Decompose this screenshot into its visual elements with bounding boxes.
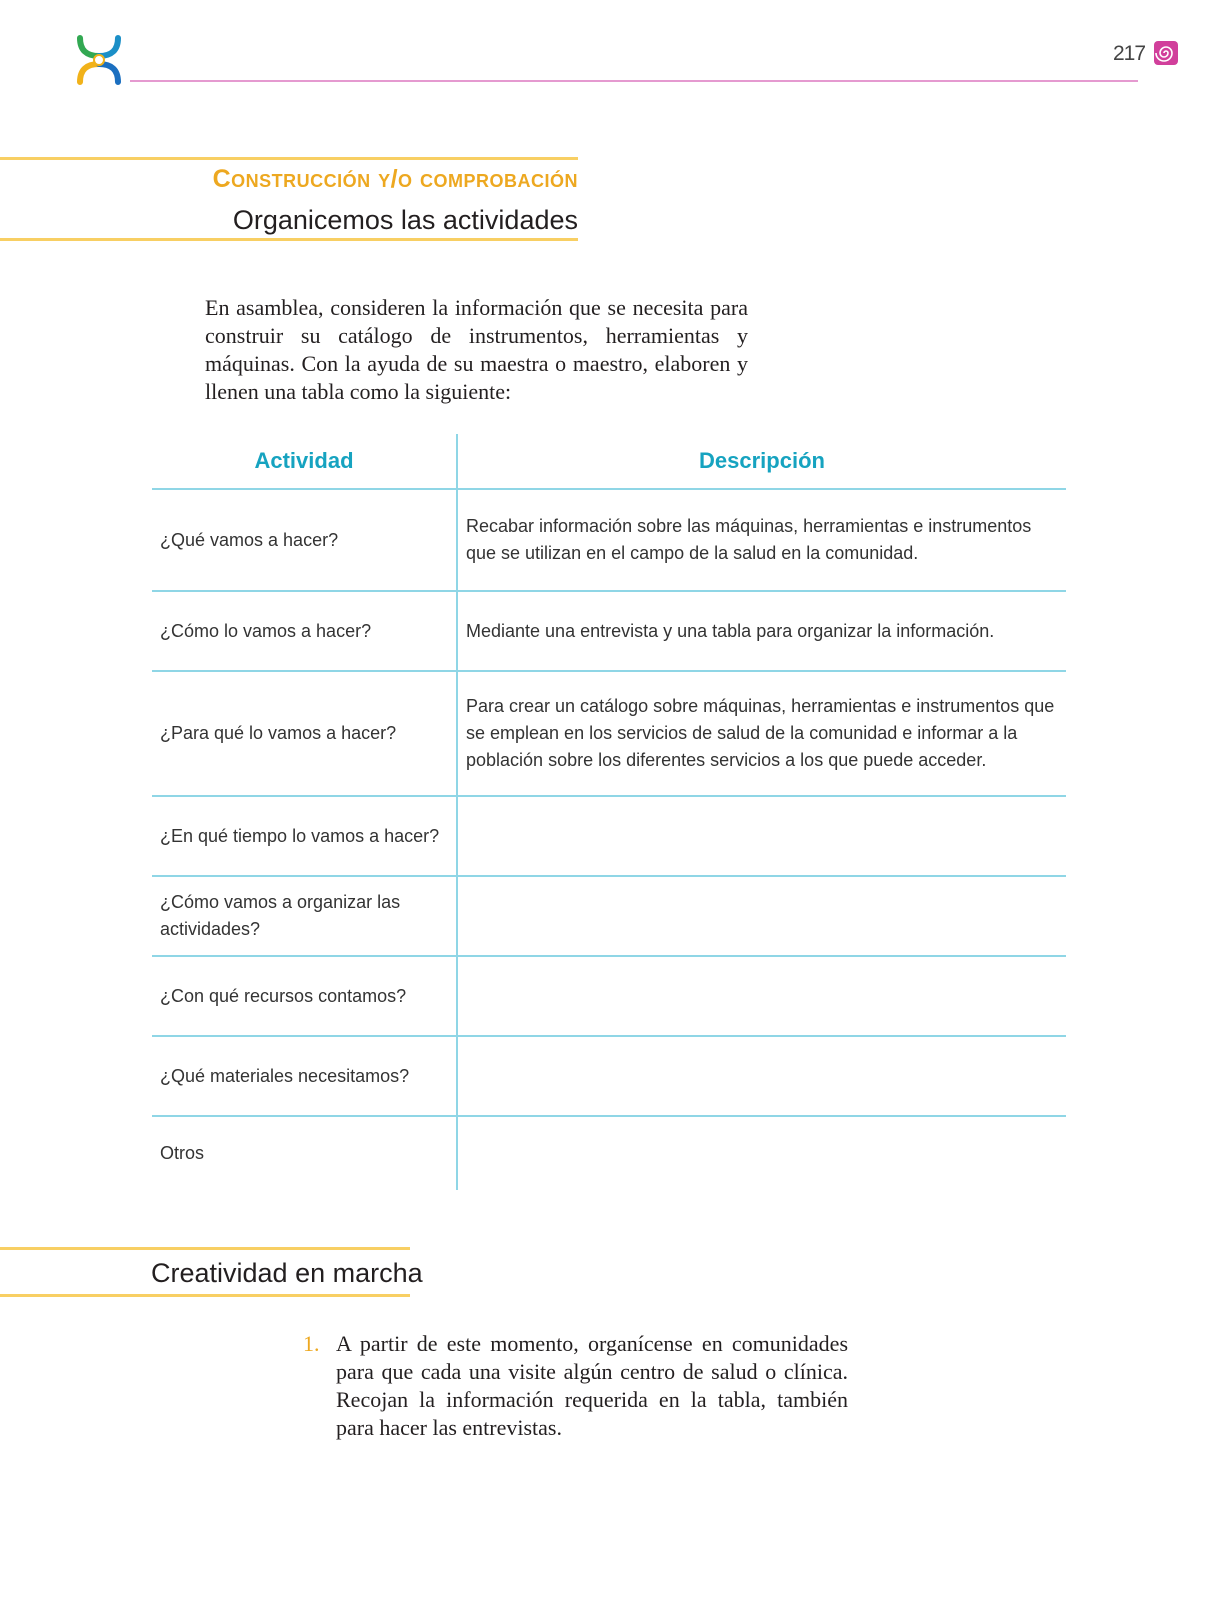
activity-cell: ¿Con qué recursos contamos? xyxy=(152,956,457,1036)
header-actividad: Actividad xyxy=(152,434,457,489)
activities-table xyxy=(152,434,1066,1190)
activity-cell: ¿En qué tiempo lo vamos a hacer? xyxy=(152,796,457,876)
activity-cell: ¿Cómo lo vamos a hacer? xyxy=(152,591,457,671)
section-title: Organicemos las actividades xyxy=(232,205,578,235)
spiral-ornament-icon xyxy=(1153,40,1179,66)
description-cell: Recabar información sobre las máquinas, herramientas e instrumentos que se utilizan en el campo de la salud en la comunidad. xyxy=(457,489,1066,591)
curriculum-logo-icon xyxy=(74,34,124,86)
step-text: A partir de este momento, organícense en comunidades para que cada una visite algún centro de salud o clínica. Recojan la información requerida en la tabla, también para hacer las entrevistas. xyxy=(336,1331,848,1440)
header-descripcion: Descripción xyxy=(699,448,825,473)
numbered-step xyxy=(303,1330,848,1442)
activity-cell: ¿Qué materiales necesitamos? xyxy=(152,1036,457,1116)
page-number: 217 xyxy=(1113,42,1146,65)
description-cell xyxy=(457,1036,1066,1116)
description-cell xyxy=(457,876,1066,956)
section2-bottom-rule xyxy=(0,1294,410,1297)
table-row xyxy=(152,1116,1066,1190)
section-top-rule xyxy=(0,157,578,160)
description-cell: Para crear un catálogo sobre máquinas, herramientas e instrumentos que se emplean en los servicios de salud de la comunidad e informar a la población sobre los diferentes servicios a los que puede acceder. xyxy=(457,671,1066,796)
section-kicker: Construcción y/o comprobación xyxy=(212,165,578,193)
description-cell xyxy=(457,796,1066,876)
step-number: 1. xyxy=(303,1331,320,1356)
table-row xyxy=(152,796,1066,876)
section-bottom-rule xyxy=(0,238,578,241)
table-row xyxy=(152,876,1066,956)
description-cell: Mediante una entrevista y una tabla para organizar la información. xyxy=(457,591,1066,671)
table-row xyxy=(152,591,1066,671)
description-cell xyxy=(457,956,1066,1036)
section2-top-rule xyxy=(0,1247,410,1250)
section2-title: Creatividad en marcha xyxy=(151,1258,423,1288)
intro-paragraph: En asamblea, consideren la información que se necesita para construir su catálogo de instrumentos, herramientas y máquinas. Con la ayuda de su maestra o maestro, elaboren y llenen una tabla como la siguiente: xyxy=(205,295,748,404)
table-row xyxy=(152,489,1066,591)
description-cell xyxy=(457,1116,1066,1190)
table-row xyxy=(152,671,1066,796)
table-row xyxy=(152,1036,1066,1116)
activity-cell: ¿Cómo vamos a organizar las actividades? xyxy=(152,876,457,956)
activity-cell: ¿Para qué lo vamos a hacer? xyxy=(152,671,457,796)
header-rule xyxy=(130,80,1138,82)
activity-cell: ¿Qué vamos a hacer? xyxy=(152,489,457,591)
activity-cell: Otros xyxy=(152,1116,457,1190)
table-header-row xyxy=(152,434,1066,489)
table-row xyxy=(152,956,1066,1036)
